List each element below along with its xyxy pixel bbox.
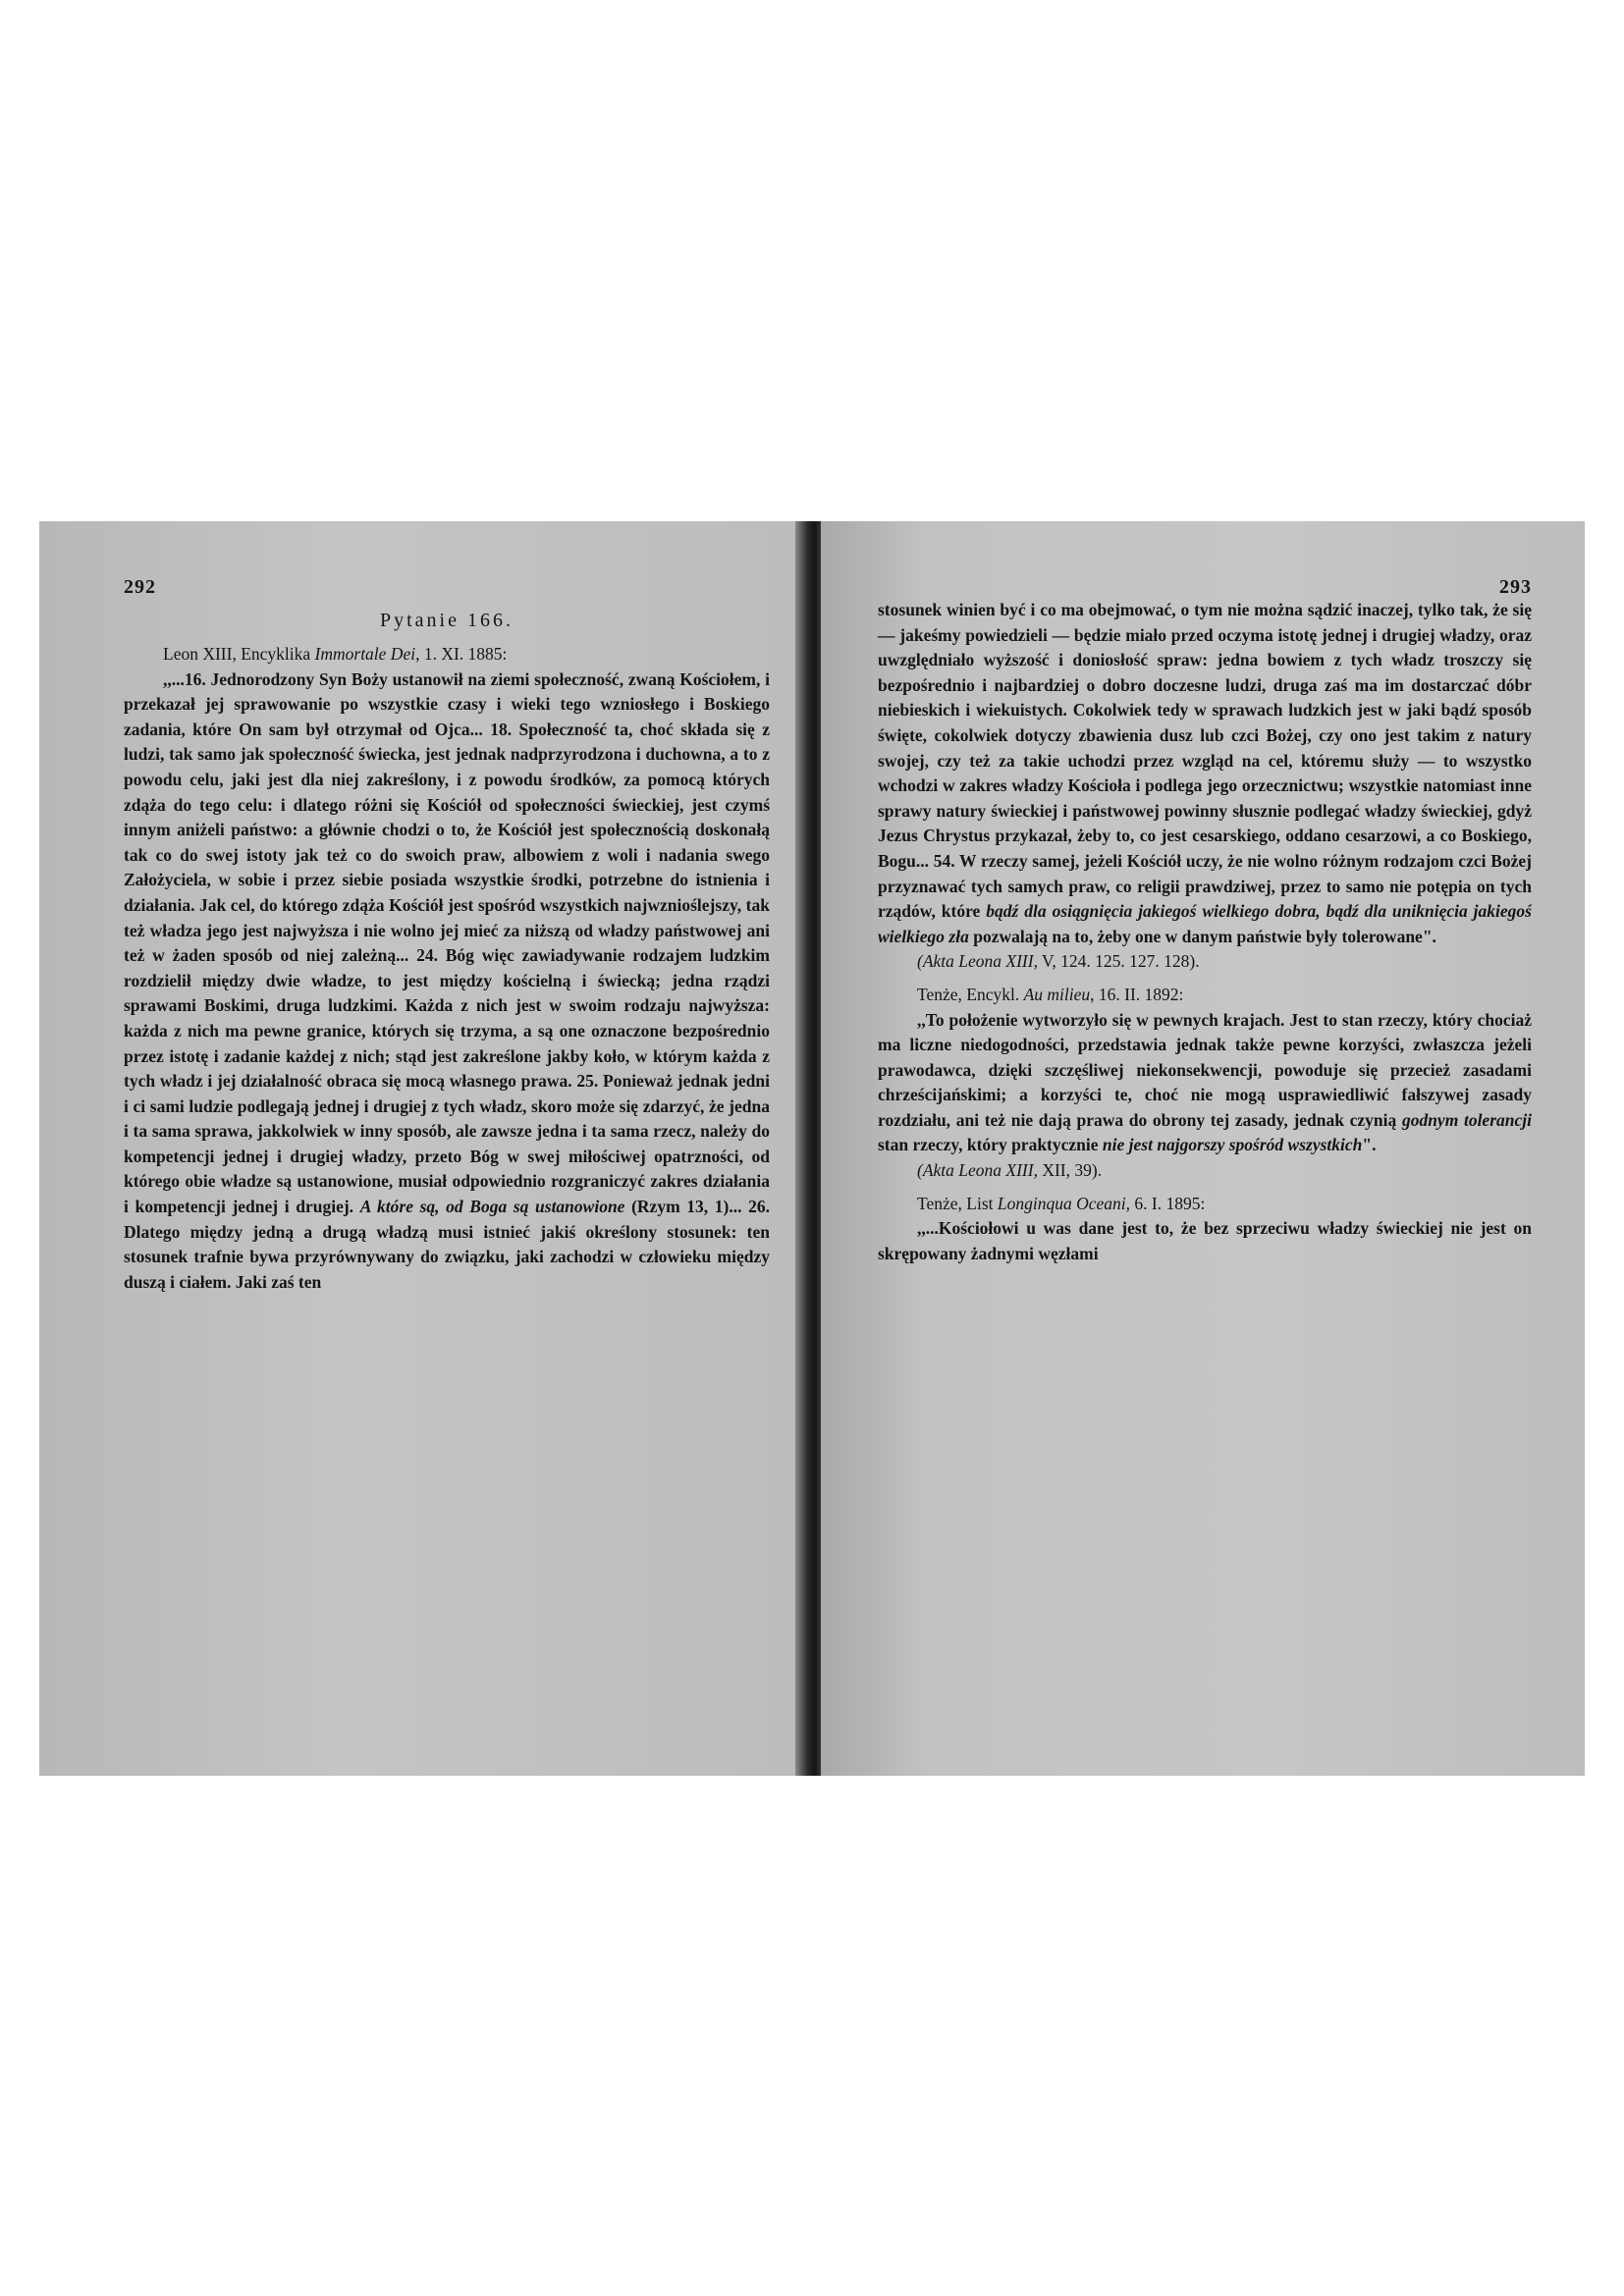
citation-1-rest: V, 124. 125. 127. 128). [1037, 951, 1200, 972]
source-citation-3 [878, 1192, 1532, 1217]
citation-1 [878, 949, 1532, 975]
source-date: , 1. XI. 1885: [415, 644, 508, 664]
source-author: Leon XIII, Encyklika [163, 644, 315, 664]
source-2-date: , 16. II. 1892: [1090, 984, 1184, 1004]
quote-paragraph [124, 667, 770, 1296]
right-page-body [878, 598, 1532, 1266]
quote-2-start: ,,To położenie wytworzyło się w pewnych krajach. Jest to stan rzeczy, który chociaż ma liczne niedogodności, przedstawia jednak także pewne korzyści, zwłaszcza jeżeli prawodawca, dzięki szczęśliwej niekonsekwencji, powoduje się przecież zasadami chrześcijańskimi; a korzyści te, choć nie mogą usprawiedliwić fałszywej zasady rozdziału, ani też nie dają prawa do obrony tej zasady, jednak czynią [878, 1009, 1532, 1130]
quote-2-italic-2: nie jest najgorszy spośród wszystkich [1102, 1135, 1363, 1155]
quote-italic: A które są, od Boga są ustanowione [359, 1197, 625, 1217]
source-title: Immortale Dei [314, 644, 416, 664]
citation-1-italic: (Akta Leona XIII, [917, 951, 1038, 972]
citation-2-rest: XII, 39). [1037, 1160, 1103, 1181]
quote-2-end: ". [1362, 1135, 1377, 1155]
source-3-date: , 6. I. 1895: [1125, 1193, 1206, 1213]
citation-2-italic: (Akta Leona XIII, [917, 1160, 1038, 1181]
source-2-author: Tenże, Encykl. [917, 984, 1024, 1004]
book-spread [39, 521, 1585, 1776]
quote-paragraph-3: ,,...Kościołowi u was dane jest to, że bez sprzeciwu władzy świeckiej nie jest on skrępowany żadnymi węzłami [878, 1218, 1532, 1263]
quote-tail: (Rzym 13, 1)... 26. Dlatego między jedną a drugą władzą musi istnieć jakiś określony stosunek: ten stosunek trafnie bywa przyrównywany do związku, jaki zachodzi w człowieku między duszą i ciałem. Jaki zaś ten [124, 1197, 770, 1292]
quote-2-mid: stan rzeczy, który praktycznie [878, 1135, 1103, 1155]
source-citation [124, 642, 770, 667]
quote-text: ,,...16. Jednorodzony Syn Boży ustanowił na ziemi społeczność, zwaną Kościołem, i przekazał jej sprawowanie po wszystkie czasy i wieki tego wzniosłego i Boskiego zadania, które On sam był otrzymał od Ojca... 18. Społeczność ta, choć składa się z ludzi, tak samo jak społeczność świecka, jest jednak nadprzyrodzona i duchowna, a to z powodu celu, jaki jest dla niej zakreślony, i z powodu środków, za pomocą których zdąża do tego celu: i dlatego różni się Kościół od społeczności świeckiej, jest czymś innym aniżeli państwo: a głównie chodzi o to, że Kościół jest społecznością doskonałą tak co do swej istoty jak też co do swoich praw, albowiem z woli i nadania swego Założyciela, w sobie i przez siebie posiada wszystkie środki, potrzebne do istnienia i działania. Jak cel, do którego zdąża Kościół jest spośród wszystkich najwznioślejszy, tak też władza jego jest najwyższa i nie wolno jej mieć za niższą od władzy państwowej ani też w żaden sposób od niej zależną... 24. Bóg więc zawiadywanie rodzajem ludzkim rozdzielił między dwie władze, to jest między kościelną i świecką; jedna rządzi sprawami Boskimi, druga ludzkimi. Każda z nich jest w swoim rodzaju najwyższa: każda z nich ma pewne granice, których się trzyma, a są one oznaczone bezpośrednio przez istotę i zadanie każdej z nich; stąd jest zakreślone jakby koło, w którym każda z tych władz i jej działalność obraca się mocą własnego prawa. 25. Ponieważ jednak jedni i ci sami ludzie podlegają jednej i drugiej z tych władz, skoro może się zdarzyć, że jedna i ta sama sprawa, jakkolwiek w inny sposób, ale zawsze jedna i ta sama rzecz, należy do kompetencji jednej i drugiej władzy, przeto Bóg w swej miłościwej opatrzności, od którego obie władze są ustanowione, musiał odpowiednio rozgraniczyć zakres działania i kompetencji jednej i drugiej. [124, 668, 770, 1217]
page-number-right: 293 [1499, 576, 1532, 598]
quote-paragraph-2 [878, 1008, 1532, 1159]
continued-text: stosunek winien być i co ma obejmować, o tym nie można sądzić inaczej, tylko tak, że się — jakeśmy powiedzieli — będzie miało przed oczyma istotę jednej i drugiej władzy, oraz uwzględniało wyższość i doniosłość spraw: jedna bowiem z tych władz troszczy się bezpośrednio i najbardziej o dobro doczesne ludzi, druga zaś ma im dostarczać dóbr niebieskich i wiekuistych. Cokolwiek tedy w sprawach ludzkich jest w jaki bądź sposób święte, cokolwiek dotyczy zbawienia dusz lub czci Bożej, czy ono jest takim z natury swojej, czy też za takie uchodzi przez wzgląd na cel, któremu służy — to wszystko wchodzi w zakres władzy Kościoła i podlega jego orzecznictwu; wszystkie natomiast inne sprawy natury świeckiej i państwowej powinny słusznie podlegać władzy świeckiej, gdyż Jezus Chrystus przykazał, żeby to, co jest cesarskiego, oddano cesarzowi, a co Boskiego, Bogu... 54. W rzeczy samej, jeżeli Kościół uczy, że nie wolno różnym rodzajom czci Bożej przyznawać tych samych praw, co religii prawdziwej, przez to samo nie potępia on tych rządów, które [878, 600, 1532, 922]
quote-2-italic-1: godnym tolerancji [1401, 1109, 1532, 1130]
left-page [39, 521, 805, 1776]
citation-2 [878, 1158, 1532, 1184]
right-page [821, 521, 1585, 1776]
question-heading: Pytanie 166. [380, 610, 514, 631]
source-3-author: Tenże, List [917, 1193, 998, 1213]
continued-quote-paragraph [878, 598, 1532, 949]
source-3-title: Longinqua Oceani [997, 1193, 1126, 1213]
continued-italic: bądź dla osiągnięcia jakiegoś wielkiego dobra, bądź dla uniknięcia jakiegoś wielkiego zła [878, 901, 1532, 946]
page-number-left: 292 [124, 576, 156, 598]
source-2-title: Au milieu [1023, 984, 1091, 1004]
continued-end: pozwalają na to, żeby one w danym państwie były tolerowane". [968, 926, 1436, 946]
source-citation-2 [878, 983, 1532, 1008]
